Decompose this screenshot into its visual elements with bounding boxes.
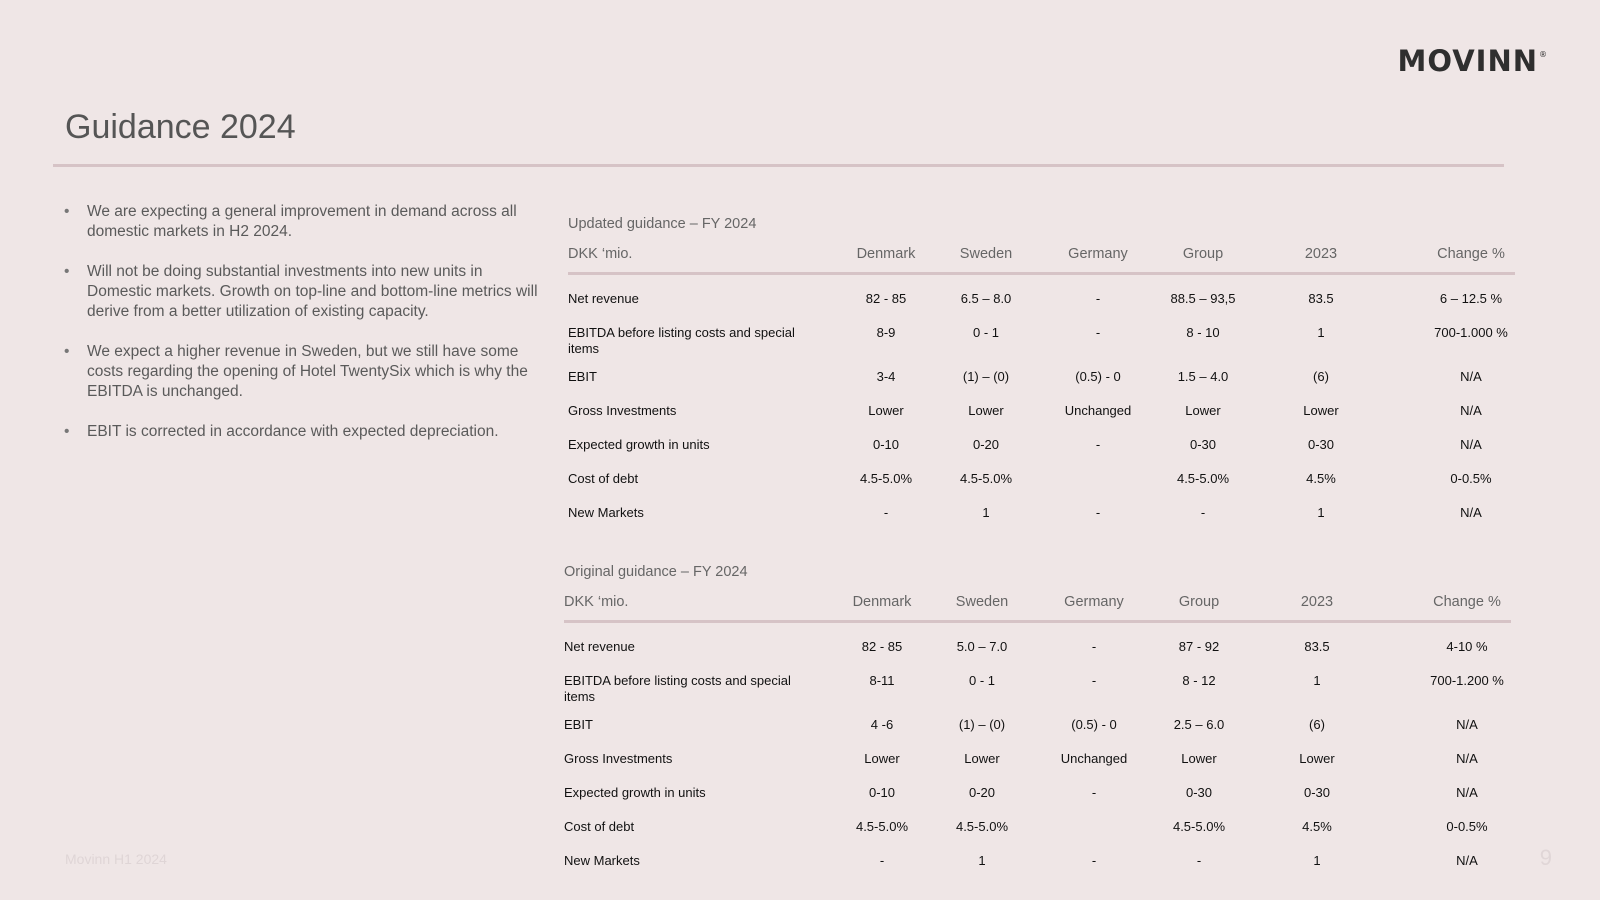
table-cell: 8 - 12 (1182, 673, 1216, 688)
column-header: Group (1178, 594, 1220, 610)
table-row (568, 291, 1528, 325)
table-cell: 0-10 (872, 437, 900, 452)
row-label: Gross Investments (564, 751, 673, 766)
table-cell: - (1200, 505, 1206, 520)
row-label: New Markets (564, 853, 640, 868)
table-cell: 0-0.5% (1450, 471, 1492, 486)
table-row (568, 403, 1528, 437)
row-label: Cost of debt (568, 471, 639, 486)
table-caption: Updated guidance – FY 2024 (568, 216, 757, 232)
table-cell: 0-30 (1303, 785, 1331, 800)
row-label: EBITDA before listing costs and special items (564, 673, 791, 704)
table-cell: - (883, 505, 889, 520)
title-divider (53, 164, 1504, 167)
table-cell: 82 - 85 (861, 639, 903, 654)
table-cell: N/A (1460, 437, 1482, 452)
table-cell: (1) – (0) (958, 717, 1006, 732)
table-cell: 1 (982, 505, 990, 520)
table-cell: 82 - 85 (865, 291, 907, 306)
table-cell: 1 (1313, 853, 1321, 868)
table-row (568, 437, 1528, 471)
table-cell: 8 - 10 (1186, 325, 1220, 340)
table-cell: 83.5 (1304, 639, 1330, 654)
table-cell: 0-20 (972, 437, 1000, 452)
table-cell: 8-9 (876, 325, 896, 340)
row-label: Gross Investments (568, 403, 677, 418)
row-label: Net revenue (568, 291, 639, 306)
table-cell: 0 - 1 (972, 325, 999, 340)
table-cell: Lower (964, 751, 1000, 766)
bullet-item: • We expect a higher revenue in Sweden, but we still have some costs regarding the opening of Hotel TwentySix which is why the EBITDA is unchanged. (64, 343, 528, 400)
table-header-divider (568, 272, 1515, 275)
column-header: Germany (1068, 246, 1128, 262)
table-cell: 1 (1317, 325, 1325, 340)
column-header: DKK ‘mio. (564, 594, 629, 610)
table-cell: 5.0 – 7.0 (956, 639, 1008, 654)
column-header: Germany (1064, 594, 1124, 610)
column-header: 2023 (1304, 246, 1338, 262)
table-cell: N/A (1460, 505, 1482, 520)
table-cell: - (1091, 639, 1097, 654)
table-cell: (6) (1313, 369, 1329, 384)
column-header: Sweden (955, 594, 1009, 610)
column-header: Change % (1437, 246, 1505, 262)
table-cell: Lower (868, 403, 904, 418)
table-cell: 3-4 (876, 369, 896, 384)
table-cell: (6) (1309, 717, 1325, 732)
company-logo: MOVINN® (1397, 44, 1548, 78)
row-label: New Markets (568, 505, 644, 520)
table-cell: 4.5-5.0% (959, 471, 1013, 486)
table-cell: Lower (1185, 403, 1221, 418)
table-row (568, 505, 1528, 539)
table-cell: Unchanged (1064, 403, 1132, 418)
table-cell: 1 (1317, 505, 1325, 520)
table-cell: (0.5) - 0 (1075, 369, 1121, 384)
table-cell: N/A (1460, 403, 1482, 418)
table-cell: Lower (968, 403, 1004, 418)
table-cell: - (879, 853, 885, 868)
table-row (564, 717, 1524, 751)
table-cell: 8-11 (869, 673, 895, 688)
table-cell: 6 – 12.5 % (1439, 291, 1503, 306)
table-cell: 0-30 (1189, 437, 1217, 452)
row-label: EBIT (568, 369, 597, 384)
table-cell: 4 -6 (870, 717, 894, 732)
table-cell: N/A (1456, 785, 1478, 800)
table-cell: - (1095, 291, 1101, 306)
table-cell: N/A (1460, 369, 1482, 384)
table-cell: Lower (1303, 403, 1339, 418)
table-cell: 0-20 (968, 785, 996, 800)
table-cell: 87 - 92 (1178, 639, 1220, 654)
table-cell: Lower (1181, 751, 1217, 766)
table-cell: - (1095, 437, 1101, 452)
page-number: 9 (1539, 845, 1552, 870)
table-cell: 700-1.000 % (1434, 325, 1508, 340)
table-cell: 0-30 (1307, 437, 1335, 452)
page-title: Guidance 2024 (65, 108, 296, 146)
column-header: Denmark (856, 246, 916, 262)
table-cell: Lower (864, 751, 900, 766)
footer-label: Movinn H1 2024 (65, 851, 167, 867)
table-cell: 4.5% (1302, 819, 1332, 834)
table-cell: Unchanged (1060, 751, 1128, 766)
table-cell: 83.5 (1308, 291, 1334, 306)
table-cell: (1) – (0) (962, 369, 1010, 384)
row-label: Expected growth in units (564, 785, 706, 800)
row-label: EBIT (564, 717, 593, 732)
table-cell: 2.5 – 6.0 (1173, 717, 1225, 732)
table-cell: 1.5 – 4.0 (1177, 369, 1229, 384)
table-cell: - (1095, 325, 1101, 340)
table-cell: 0 - 1 (968, 673, 995, 688)
row-label: Expected growth in units (568, 437, 710, 452)
table-cell: Lower (1299, 751, 1335, 766)
table-cell: 4.5% (1306, 471, 1336, 486)
table-cell: 0-30 (1185, 785, 1213, 800)
table-cell: N/A (1456, 751, 1478, 766)
table-row (564, 819, 1524, 853)
table-cell: 4.5-5.0% (955, 819, 1009, 834)
table-cell: (0.5) - 0 (1071, 717, 1117, 732)
row-label: Cost of debt (564, 819, 635, 834)
column-header: Change % (1433, 594, 1501, 610)
table-caption: Original guidance – FY 2024 (564, 564, 748, 580)
table-cell: 1 (978, 853, 986, 868)
column-header: Group (1182, 246, 1224, 262)
table-cell: 6.5 – 8.0 (960, 291, 1012, 306)
table-cell: 88.5 – 93,5 (1170, 291, 1236, 306)
table-cell: 1 (1313, 673, 1321, 688)
table-cell: N/A (1456, 717, 1478, 732)
table-cell: N/A (1456, 853, 1478, 868)
bullet-item: • We are expecting a general improvement in demand across all domestic markets in H2 2024. (64, 203, 517, 240)
table-cell: - (1095, 505, 1101, 520)
updated-guidance-table (568, 216, 1528, 539)
table-row (568, 325, 1528, 369)
bullet-list (64, 202, 539, 462)
original-guidance-table (564, 564, 1524, 887)
table-row (564, 673, 1524, 717)
table-cell: - (1091, 853, 1097, 868)
bullet-item: • EBIT is corrected in accordance with expected depreciation. (64, 423, 499, 440)
table-row (564, 639, 1524, 673)
table-cell: 4-10 % (1446, 639, 1488, 654)
table-cell: 0-0.5% (1446, 819, 1488, 834)
table-cell: 4.5-5.0% (855, 819, 909, 834)
column-header: 2023 (1300, 594, 1334, 610)
table-header-row (568, 236, 1528, 272)
table-cell: 4.5-5.0% (1172, 819, 1226, 834)
table-row (564, 853, 1524, 887)
bullet-item: • Will not be doing substantial investments into new units in Domestic markets. Growth on top-line and bottom-line metrics will derive from a better utilization of existing capacity. (64, 263, 538, 320)
table-cell: 0-10 (868, 785, 896, 800)
table-cell: 4.5-5.0% (859, 471, 913, 486)
table-row (564, 751, 1524, 785)
table-cell: - (1091, 673, 1097, 688)
table-header-divider (564, 620, 1511, 623)
table-row (564, 785, 1524, 819)
table-row (568, 369, 1528, 403)
row-label: Net revenue (564, 639, 635, 654)
row-label: EBITDA before listing costs and special items (568, 325, 795, 356)
table-row (568, 471, 1528, 505)
table-header-row (564, 584, 1524, 620)
column-header: DKK ‘mio. (568, 246, 633, 262)
table-cell: 700-1.200 % (1430, 673, 1504, 688)
table-cell: 4.5-5.0% (1176, 471, 1230, 486)
table-cell: - (1091, 785, 1097, 800)
column-header: Sweden (959, 246, 1013, 262)
column-header: Denmark (852, 594, 912, 610)
table-cell: - (1196, 853, 1202, 868)
